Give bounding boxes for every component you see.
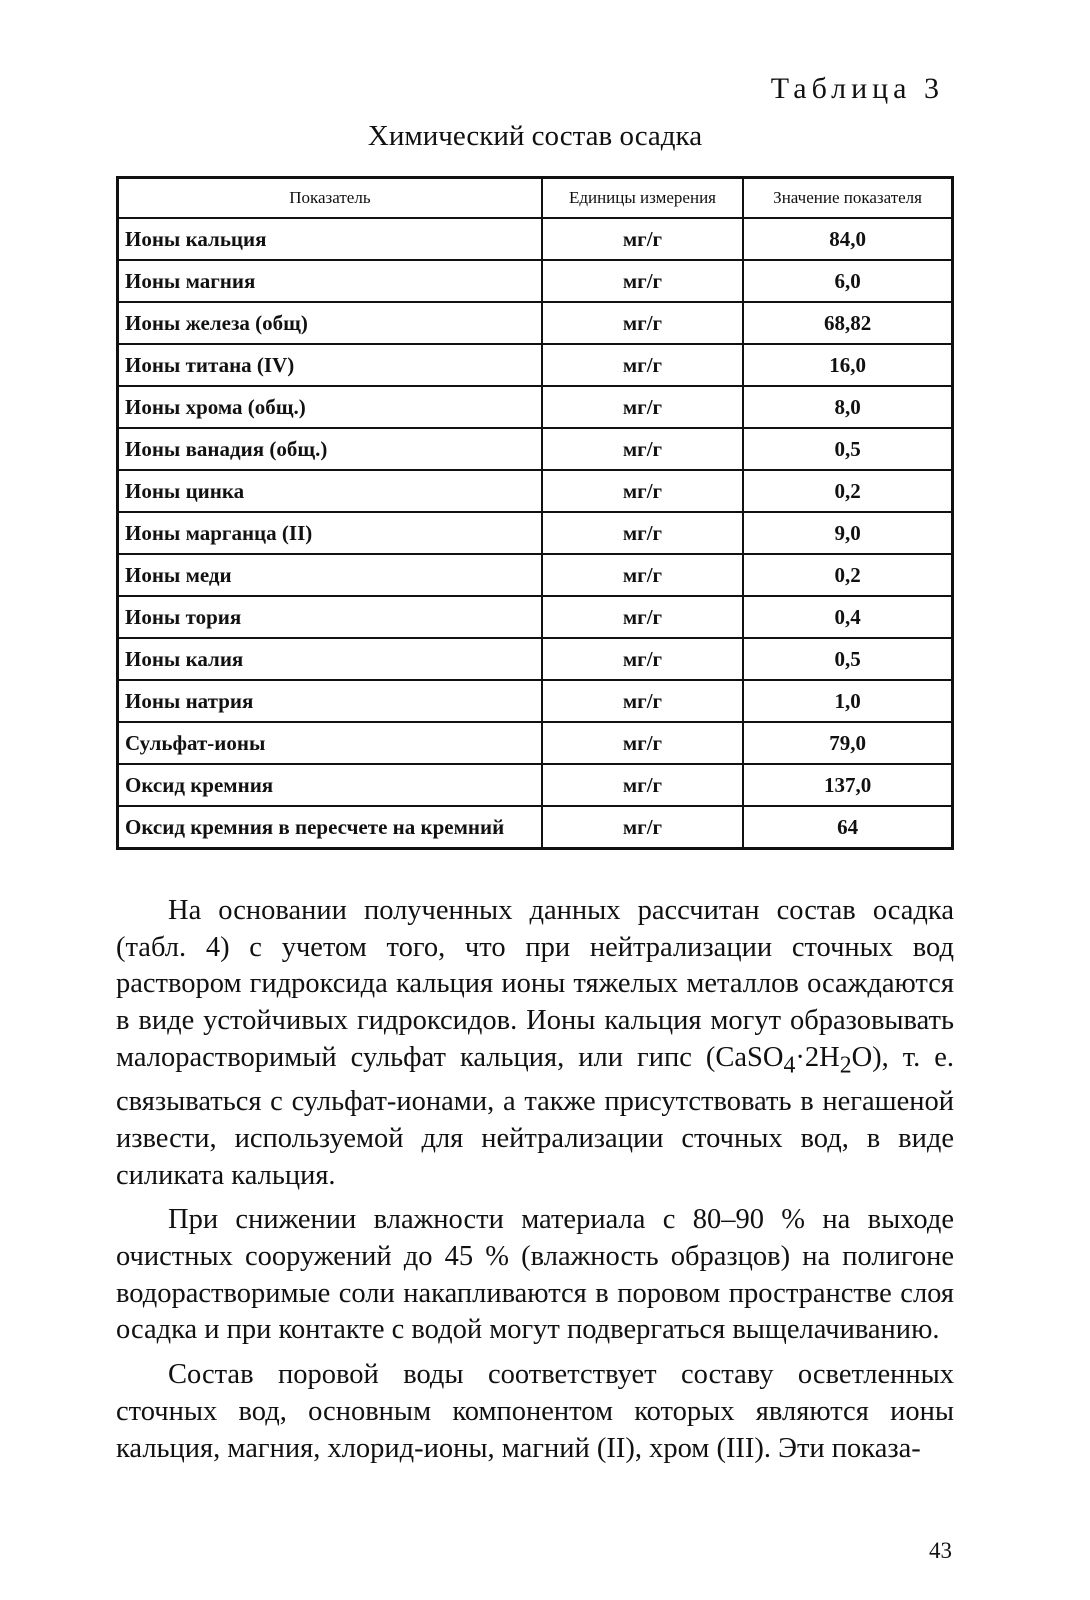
indicator-unit: мг/г	[542, 680, 743, 722]
formula-subscript: 2	[839, 1052, 852, 1079]
indicator-name: Оксид кремния	[118, 764, 542, 806]
indicator-unit: мг/г	[542, 386, 743, 428]
indicator-value: 9,0	[743, 512, 952, 554]
table-row	[118, 512, 953, 554]
table-row	[118, 554, 953, 596]
table-row	[118, 260, 953, 302]
paragraph-1	[116, 893, 954, 1194]
table-row	[118, 344, 953, 386]
indicator-unit: мг/г	[542, 764, 743, 806]
page-number: 43	[929, 1538, 952, 1563]
indicator-name: Ионы кальция	[118, 218, 542, 260]
indicator-unit: мг/г	[542, 596, 743, 638]
indicator-name: Ионы калия	[118, 638, 542, 680]
indicator-unit: мг/г	[542, 638, 743, 680]
indicator-name: Ионы цинка	[118, 470, 542, 512]
table-row	[118, 386, 953, 428]
table-row	[118, 680, 953, 722]
indicator-name: Ионы марганца (II)	[118, 512, 542, 554]
indicator-unit: мг/г	[542, 302, 743, 344]
indicator-value: 0,2	[743, 470, 952, 512]
table-row	[118, 806, 953, 849]
composition-table	[116, 176, 954, 850]
indicator-unit: мг/г	[542, 344, 743, 386]
table-header-row	[118, 178, 953, 219]
indicator-value: 68,82	[743, 302, 952, 344]
indicator-name: Сульфат-ионы	[118, 722, 542, 764]
indicator-value: 8,0	[743, 386, 952, 428]
indicator-value: 0,5	[743, 638, 952, 680]
table-row	[118, 302, 953, 344]
indicator-name: Оксид кремния в пересчете на кремний	[118, 806, 542, 849]
table-row	[118, 428, 953, 470]
header-units: Единицы измерения	[542, 178, 743, 219]
indicator-name: Ионы меди	[118, 554, 542, 596]
table-row	[118, 722, 953, 764]
table-row	[118, 470, 953, 512]
indicator-unit: мг/г	[542, 806, 743, 849]
indicator-value: 79,0	[743, 722, 952, 764]
indicator-value: 0,5	[743, 428, 952, 470]
paragraph-1-text-end: O), т. е. связываться с сульфат-ионами, а также присутствовать в негашеной извести, используемой для нейтрализации сточных вод, в виде силиката кальция.	[116, 1041, 954, 1191]
table-row	[118, 638, 953, 680]
indicator-value: 64	[743, 806, 952, 849]
indicator-unit: мг/г	[542, 722, 743, 764]
paragraph-1-text-start: На основании полученных данных рассчитан состав осадка (табл. 4) с учетом того, что при нейтрализации сточных вод раствором гидроксида кальция ионы тяжелых металлов осаждаются в виде устойчивых гидроксидов. Ионы кальция могут образовывать малорастворимый сульфат кальция, или гипс (CaSO	[116, 895, 954, 1073]
indicator-value: 84,0	[743, 218, 952, 260]
table-row	[118, 596, 953, 638]
indicator-unit: мг/г	[542, 428, 743, 470]
indicator-unit: мг/г	[542, 218, 743, 260]
table-number: Таблица 3	[770, 72, 944, 105]
indicator-unit: мг/г	[542, 512, 743, 554]
indicator-value: 1,0	[743, 680, 952, 722]
body-text	[116, 893, 954, 1475]
header-value: Значение показателя	[743, 178, 952, 219]
indicator-name: Ионы тория	[118, 596, 542, 638]
indicator-name: Ионы железа (общ)	[118, 302, 542, 344]
header-indicator: Показатель	[118, 178, 542, 219]
indicator-unit: мг/г	[542, 470, 743, 512]
formula-middle: ·2H	[795, 1041, 840, 1073]
indicator-value: 16,0	[743, 344, 952, 386]
formula-subscript: 4	[783, 1052, 796, 1079]
indicator-name: Ионы хрома (общ.)	[118, 386, 542, 428]
paragraph-3: Состав поровой воды соответствует составу осветленных сточных вод, основным компонентом которых являются ионы кальция, магния, хлорид-ионы, магний (II), хром (III). Эти показа-	[116, 1359, 954, 1464]
indicator-value: 6,0	[743, 260, 952, 302]
indicator-value: 0,2	[743, 554, 952, 596]
indicator-name: Ионы магния	[118, 260, 542, 302]
paragraph-2: При снижении влажности материала с 80–90 % на выходе очистных сооружений до 45 % (влажность образцов) на полигоне водорастворимые соли накапливаются в поровом пространстве слоя осадка и при контакте с водой могут подвергаться выщелачиванию.	[116, 1204, 954, 1346]
indicator-value: 137,0	[743, 764, 952, 806]
table-row	[118, 218, 953, 260]
indicator-name: Ионы ванадия (общ.)	[118, 428, 542, 470]
indicator-value: 0,4	[743, 596, 952, 638]
indicator-unit: мг/г	[542, 260, 743, 302]
indicator-name: Ионы натрия	[118, 680, 542, 722]
table-title: Химический состав осадка	[367, 120, 703, 152]
indicator-name: Ионы титана (IV)	[118, 344, 542, 386]
table-row	[118, 764, 953, 806]
indicator-unit: мг/г	[542, 554, 743, 596]
